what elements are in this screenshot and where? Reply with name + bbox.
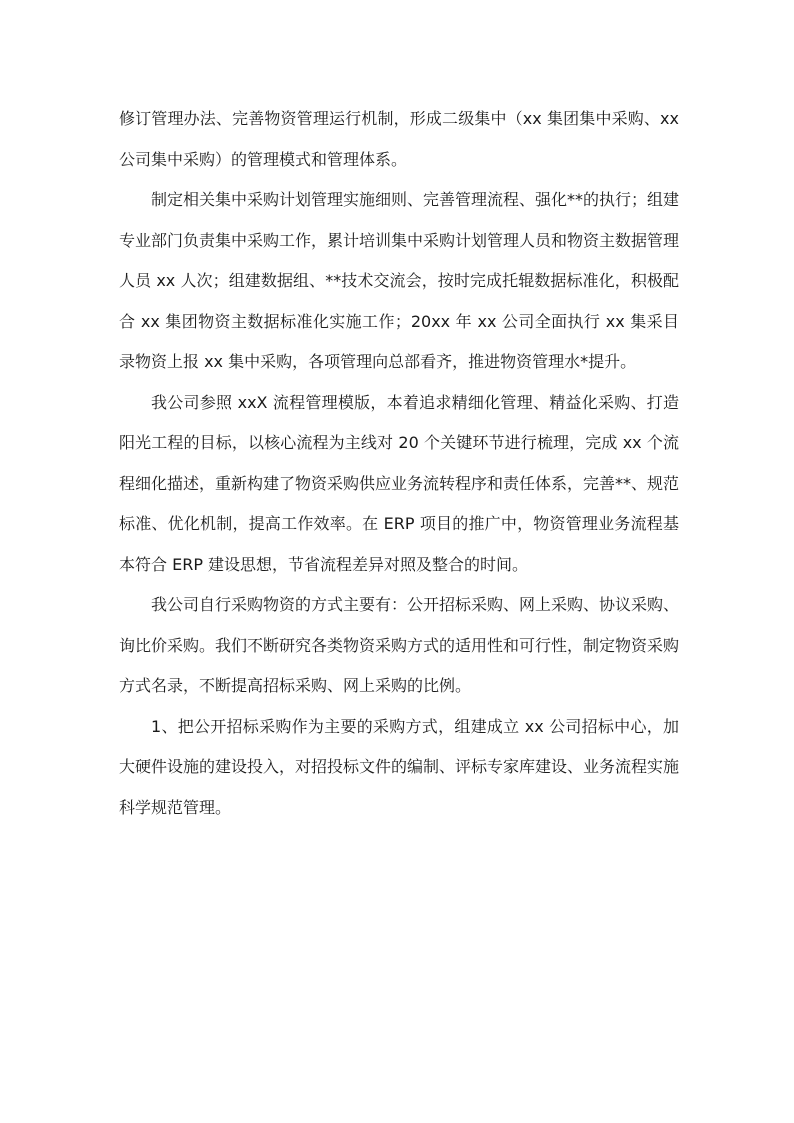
paragraph-2: 制定相关集中采购计划管理实施细则、完善管理流程、强化**的执行；组建专业部门负责集中采购工作，累计培训集中采购计划管理人员和物资主数据管理人员 xx 人次；组建数据组、**技术交流会，按时完成托辊数据标准化，积极配合 xx 集团物资主数据标准化实施工作；20xx 年 xx 公司全面执行 xx 集采目录物资上报 xx 集中采购，各项管理向总部看齐，推进物资管理水*提升。	[119, 190, 680, 371]
paragraph-3: 我公司参照 xxX 流程管理模版，本着追求精细化管理、精益化采购、打造阳光工程的目标，以核心流程为主线对 20 个关键环节进行梳理，完成 xx 个流程细化描述，重新构建了物资采购供应业务流转程序和责任体系，完善**、规范标准、优化机制，提高工作效率。在 ERP 项目的推广中，物资管理业务流程基本符合 ERP 建设思想，节省流程差异对照及整合的时间。	[119, 392, 680, 574]
paragraph-1: 修订管理办法、完善物资管理运行机制，形成二级集中（xx 集团集中采购、xx 公司集中采购）的管理模式和管理体系。	[119, 109, 679, 169]
document-body	[119, 99, 679, 828]
paragraph-5: 1、把公开招标采购作为主要的采购方式，组建成立 xx 公司招标中心，加大硬件设施的建设投入，对招投标文件的编制、评标专家库建设、业务流程实施科学规范管理。	[119, 716, 680, 817]
paragraph-4: 我公司自行采购物资的方式主要有：公开招标采购、网上采购、协议采购、询比价采购。我们不断研究各类物资采购方式的适用性和可行性，制定物资采购方式名录，不断提高招标采购、网上采购的比例。	[119, 595, 680, 695]
